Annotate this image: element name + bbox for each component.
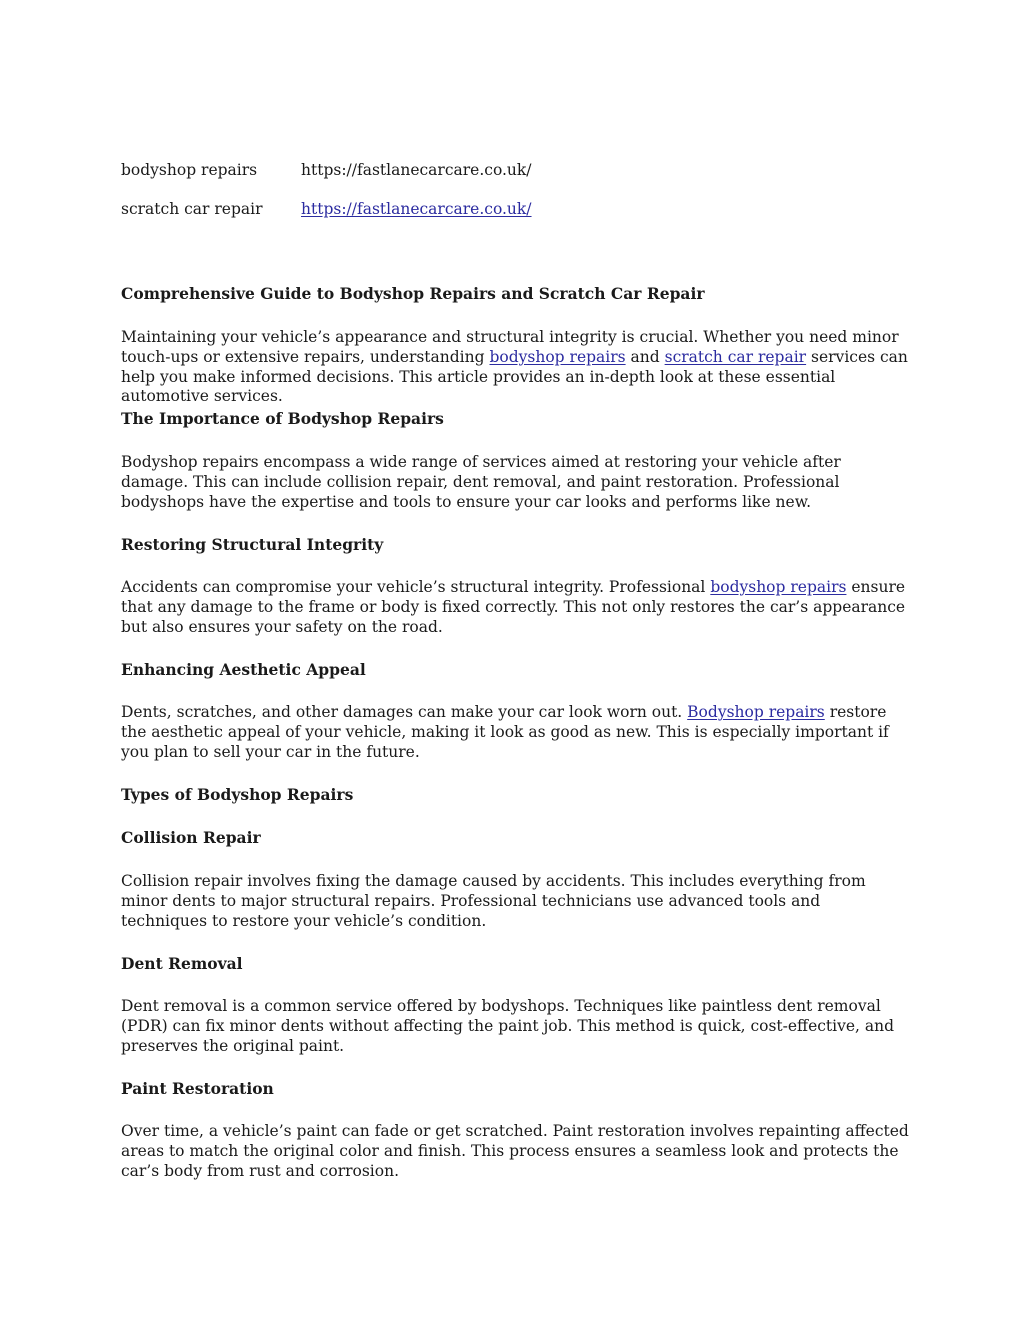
intro-paragraph — [121, 328, 911, 407]
section-heading: Types of Bodyshop Repairs — [121, 785, 354, 804]
paragraph-text: ensure that any damage to the frame or body is fixed correctly. This not only restores the car’s appearance but also ensures your safety on the road. — [121, 578, 906, 636]
section-paragraph: Over time, a vehicle’s paint can fade or get scratched. Paint restoration involves repainting affected areas to match the original color and finish. This process ensures a seamless look and protects the car’s body from rust and corrosion. — [121, 1122, 909, 1180]
section-heading: Enhancing Aesthetic Appeal — [121, 660, 366, 679]
section-heading: The Importance of Bodyshop Repairs — [121, 409, 444, 428]
keyword-url-link[interactable]: https://fastlanecarcare.co.uk/ — [301, 200, 532, 218]
keyword-row — [121, 159, 721, 181]
paragraph-text: Accidents can compromise your vehicle’s structural integrity. Professional — [121, 578, 711, 596]
intro-text: services can help you make informed decisions. This article provides an in-depth look at these essential automotive services. — [121, 347, 908, 406]
paragraph-text: restore the aesthetic appeal of your vehicle, making it look as good as new. This is especially important if you plan to sell your car in the future. — [121, 703, 889, 761]
intro-text: and — [625, 347, 665, 366]
scratch-car-repair-link[interactable]: scratch car repair — [664, 347, 807, 366]
intro-text: Maintaining your vehicle’s appearance and structural integrity is crucial. Whether you need minor touch-ups or extensive repairs, understanding — [121, 328, 899, 366]
keyword-label: bodyshop repairs — [121, 161, 258, 179]
subsection-heading: Collision Repair — [121, 828, 261, 847]
keyword-label: scratch car repair — [121, 200, 263, 218]
section-paragraph — [121, 578, 911, 637]
section-paragraph: Dent removal is a common service offered by bodyshops. Techniques like paintless dent removal (PDR) can fix minor dents without affecting the paint job. This method is quick, cost-effective, and preserves the original paint. — [121, 997, 895, 1055]
keyword-row — [121, 198, 721, 220]
section-paragraph: Bodyshop repairs encompass a wide range of services aimed at restoring your vehicle after damage. This can include collision repair, dent removal, and paint restoration. Professional bodyshops have the expertise and tools to ensure your car looks and performs like new. — [121, 453, 841, 511]
bodyshop-repairs-link[interactable]: bodyshop repairs — [489, 347, 626, 366]
section-paragraph: Collision repair involves fixing the damage caused by accidents. This includes everything from minor dents to major structural repairs. Professional technicians use advanced tools and techniques to restore your vehicle’s condition. — [121, 872, 866, 930]
article-title: Comprehensive Guide to Bodyshop Repairs and Scratch Car Repair — [121, 284, 705, 303]
bodyshop-repairs-link[interactable]: Bodyshop repairs — [687, 703, 825, 721]
paragraph-text: Dents, scratches, and other damages can make your car look worn out. — [121, 703, 688, 721]
subsection-heading: Dent Removal — [121, 954, 243, 973]
keyword-url[interactable]: https://fastlanecarcare.co.uk/ — [301, 161, 532, 179]
subsection-heading: Paint Restoration — [121, 1079, 274, 1098]
bodyshop-repairs-link[interactable]: bodyshop repairs — [710, 578, 847, 596]
section-heading: Restoring Structural Integrity — [121, 535, 384, 554]
section-paragraph — [121, 703, 911, 762]
